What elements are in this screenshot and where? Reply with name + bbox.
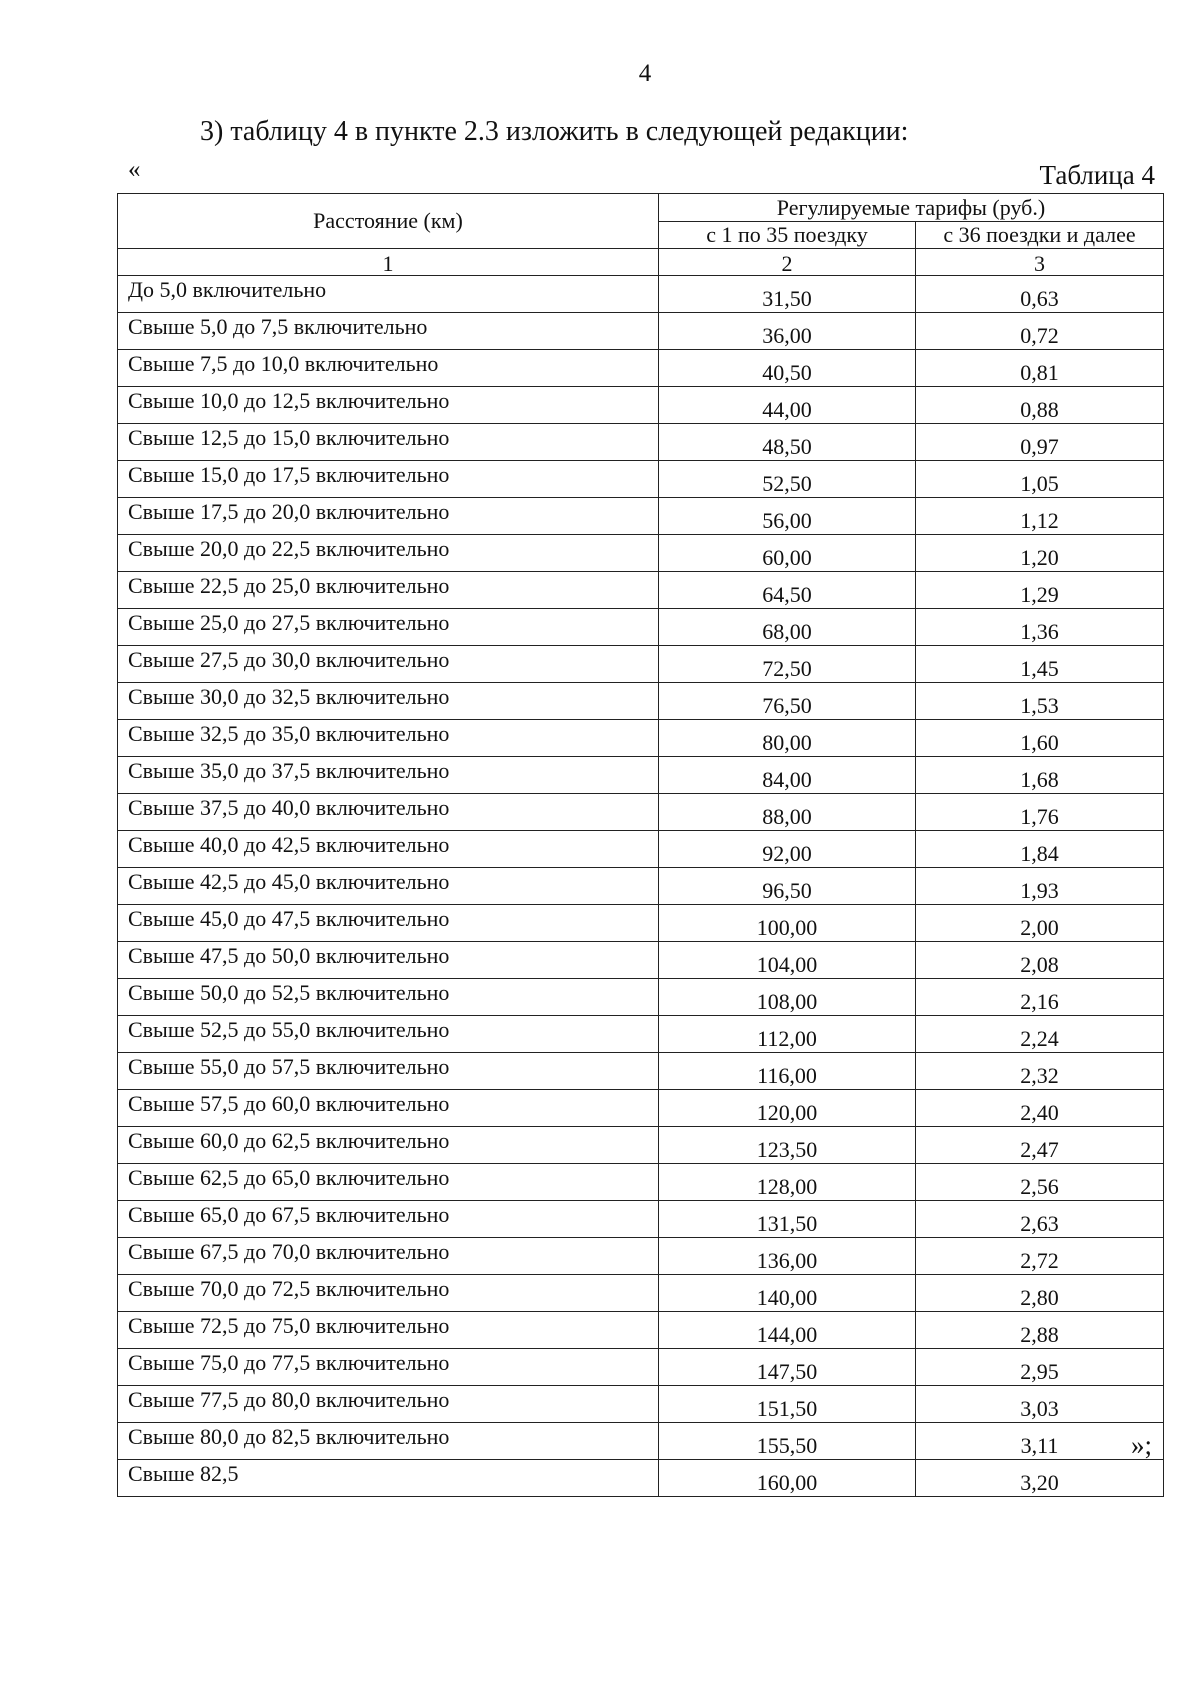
intro-text: 3) таблицу 4 в пункте 2.3 изложить в следующей редакции: [200, 116, 909, 147]
table-row [118, 905, 1164, 942]
tariff-36-plus-cell: 1,93 [916, 868, 1164, 905]
tariff-1-35-cell: 108,00 [659, 979, 916, 1016]
tariff-1-35-cell: 84,00 [659, 757, 916, 794]
distance-cell: Свыше 37,5 до 40,0 включительно [118, 794, 659, 831]
column-number: 1 [118, 249, 659, 276]
distance-cell: Свыше 75,0 до 77,5 включительно [118, 1349, 659, 1386]
distance-cell: Свыше 77,5 до 80,0 включительно [118, 1386, 659, 1423]
table-row [118, 1275, 1164, 1312]
distance-cell: Свыше 20,0 до 22,5 включительно [118, 535, 659, 572]
tariff-36-plus-cell: 2,08 [916, 942, 1164, 979]
table-row [118, 609, 1164, 646]
tariff-1-35-cell: 64,50 [659, 572, 916, 609]
tariff-1-35-cell: 147,50 [659, 1349, 916, 1386]
table-row [118, 276, 1164, 313]
tariff-1-35-cell: 72,50 [659, 646, 916, 683]
tariff-36-plus-cell: 1,12 [916, 498, 1164, 535]
tariff-36-plus-cell: 2,88 [916, 1312, 1164, 1349]
distance-cell: Свыше 35,0 до 37,5 включительно [118, 757, 659, 794]
tariff-36-plus-cell: 1,68 [916, 757, 1164, 794]
tariff-36-plus-cell: 2,24 [916, 1016, 1164, 1053]
tariff-36-plus-cell: 2,47 [916, 1127, 1164, 1164]
table-row [118, 498, 1164, 535]
distance-cell: Свыше 67,5 до 70,0 включительно [118, 1238, 659, 1275]
distance-cell: Свыше 25,0 до 27,5 включительно [118, 609, 659, 646]
tariff-36-plus-cell: 3,20 [916, 1460, 1164, 1497]
column-number: 3 [916, 249, 1164, 276]
tariff-1-35-cell: 160,00 [659, 1460, 916, 1497]
tariff-36-plus-cell: 0,63 [916, 276, 1164, 313]
tariff-1-35-cell: 31,50 [659, 276, 916, 313]
table-row [118, 387, 1164, 424]
table-row [118, 794, 1164, 831]
tariff-1-35-cell: 60,00 [659, 535, 916, 572]
table-row [118, 424, 1164, 461]
tariff-36-plus-cell: 0,88 [916, 387, 1164, 424]
header-tariffs-group: Регулируемые тарифы (руб.) [659, 194, 1164, 222]
table-row [118, 1201, 1164, 1238]
distance-cell: Свыше 40,0 до 42,5 включительно [118, 831, 659, 868]
distance-cell: Свыше 57,5 до 60,0 включительно [118, 1090, 659, 1127]
tariff-36-plus-cell: 1,53 [916, 683, 1164, 720]
table-row [118, 1164, 1164, 1201]
table-row [118, 979, 1164, 1016]
table-row [118, 1386, 1164, 1423]
table-row [118, 1127, 1164, 1164]
tariff-36-plus-cell: 2,56 [916, 1164, 1164, 1201]
tariff-1-35-cell: 56,00 [659, 498, 916, 535]
tariff-36-plus-cell: 1,76 [916, 794, 1164, 831]
tariff-1-35-cell: 123,50 [659, 1127, 916, 1164]
tariff-36-plus-cell: 1,05 [916, 461, 1164, 498]
table-caption: Таблица 4 [1039, 160, 1155, 190]
header-trips-36-plus: с 36 поездки и далее [916, 222, 1164, 249]
tariff-1-35-cell: 104,00 [659, 942, 916, 979]
tariff-1-35-cell: 144,00 [659, 1312, 916, 1349]
table-row [118, 831, 1164, 868]
tariff-1-35-cell: 96,50 [659, 868, 916, 905]
tariff-36-plus-cell: 1,60 [916, 720, 1164, 757]
table-row [118, 1349, 1164, 1386]
distance-cell: Свыше 10,0 до 12,5 включительно [118, 387, 659, 424]
distance-cell: Свыше 45,0 до 47,5 включительно [118, 905, 659, 942]
tariff-36-plus-cell: 3,11 [916, 1423, 1164, 1460]
tariff-36-plus-cell: 1,36 [916, 609, 1164, 646]
distance-cell: Свыше 7,5 до 10,0 включительно [118, 350, 659, 387]
distance-cell: Свыше 5,0 до 7,5 включительно [118, 313, 659, 350]
tariff-table-body [118, 276, 1164, 1497]
distance-cell: Свыше 80,0 до 82,5 включительно [118, 1423, 659, 1460]
table-row [118, 535, 1164, 572]
distance-cell: Свыше 32,5 до 35,0 включительно [118, 720, 659, 757]
tariff-36-plus-cell: 2,95 [916, 1349, 1164, 1386]
tariff-1-35-cell: 128,00 [659, 1164, 916, 1201]
table-row [118, 1460, 1164, 1497]
distance-cell: Свыше 70,0 до 72,5 включительно [118, 1275, 659, 1312]
distance-cell: Свыше 65,0 до 67,5 включительно [118, 1201, 659, 1238]
table-row [118, 1312, 1164, 1349]
tariff-36-plus-cell: 0,97 [916, 424, 1164, 461]
tariff-1-35-cell: 140,00 [659, 1275, 916, 1312]
distance-cell: Свыше 30,0 до 32,5 включительно [118, 683, 659, 720]
distance-cell: Свыше 22,5 до 25,0 включительно [118, 572, 659, 609]
distance-cell: Свыше 47,5 до 50,0 включительно [118, 942, 659, 979]
distance-cell: Свыше 17,5 до 20,0 включительно [118, 498, 659, 535]
table-row [118, 1238, 1164, 1275]
table-row [118, 942, 1164, 979]
tariff-1-35-cell: 76,50 [659, 683, 916, 720]
distance-cell: Свыше 55,0 до 57,5 включительно [118, 1053, 659, 1090]
tariff-1-35-cell: 40,50 [659, 350, 916, 387]
tariff-1-35-cell: 136,00 [659, 1238, 916, 1275]
table-row [118, 757, 1164, 794]
tariff-1-35-cell: 131,50 [659, 1201, 916, 1238]
tariff-36-plus-cell: 2,40 [916, 1090, 1164, 1127]
tariff-1-35-cell: 92,00 [659, 831, 916, 868]
table-row [118, 572, 1164, 609]
distance-cell: Свыше 15,0 до 17,5 включительно [118, 461, 659, 498]
tariff-1-35-cell: 80,00 [659, 720, 916, 757]
tariff-36-plus-cell: 2,00 [916, 905, 1164, 942]
tariff-36-plus-cell: 2,32 [916, 1053, 1164, 1090]
tariff-1-35-cell: 100,00 [659, 905, 916, 942]
tariff-1-35-cell: 36,00 [659, 313, 916, 350]
tariff-36-plus-cell: 0,81 [916, 350, 1164, 387]
table-row [118, 350, 1164, 387]
tariff-36-plus-cell: 1,29 [916, 572, 1164, 609]
tariff-1-35-cell: 52,50 [659, 461, 916, 498]
table-row [118, 720, 1164, 757]
tariff-36-plus-cell: 3,03 [916, 1386, 1164, 1423]
column-number: 2 [659, 249, 916, 276]
tariff-1-35-cell: 116,00 [659, 1053, 916, 1090]
close-quote: »; [1130, 1430, 1152, 1460]
distance-cell: Свыше 50,0 до 52,5 включительно [118, 979, 659, 1016]
distance-cell: Свыше 60,0 до 62,5 включительно [118, 1127, 659, 1164]
tariff-36-plus-cell: 2,16 [916, 979, 1164, 1016]
distance-cell: До 5,0 включительно [118, 276, 659, 313]
distance-cell: Свыше 52,5 до 55,0 включительно [118, 1016, 659, 1053]
tariff-1-35-cell: 68,00 [659, 609, 916, 646]
header-trips-1-35: с 1 по 35 поездку [659, 222, 916, 249]
table-row [118, 1090, 1164, 1127]
tariff-1-35-cell: 155,50 [659, 1423, 916, 1460]
tariff-1-35-cell: 120,00 [659, 1090, 916, 1127]
header-distance: Расстояние (км) [118, 194, 659, 249]
tariff-1-35-cell: 48,50 [659, 424, 916, 461]
table-row [118, 461, 1164, 498]
distance-cell: Свыше 82,5 [118, 1460, 659, 1497]
distance-cell: Свыше 12,5 до 15,0 включительно [118, 424, 659, 461]
table-row [118, 1423, 1164, 1460]
table-row [118, 313, 1164, 350]
distance-cell: Свыше 27,5 до 30,0 включительно [118, 646, 659, 683]
tariff-36-plus-cell: 1,84 [916, 831, 1164, 868]
table-row [118, 868, 1164, 905]
tariff-36-plus-cell: 1,20 [916, 535, 1164, 572]
distance-cell: Свыше 72,5 до 75,0 включительно [118, 1312, 659, 1349]
tariff-1-35-cell: 44,00 [659, 387, 916, 424]
tariff-1-35-cell: 112,00 [659, 1016, 916, 1053]
tariff-1-35-cell: 151,50 [659, 1386, 916, 1423]
table-row [118, 1053, 1164, 1090]
table-row [118, 1016, 1164, 1053]
page-number: 4 [638, 60, 652, 87]
open-quote: « [128, 156, 141, 183]
tariff-36-plus-cell: 1,45 [916, 646, 1164, 683]
tariff-table [117, 193, 1164, 1497]
tariff-1-35-cell: 88,00 [659, 794, 916, 831]
distance-cell: Свыше 62,5 до 65,0 включительно [118, 1164, 659, 1201]
table-row [118, 646, 1164, 683]
tariff-36-plus-cell: 2,80 [916, 1275, 1164, 1312]
distance-cell: Свыше 42,5 до 45,0 включительно [118, 868, 659, 905]
table-row [118, 683, 1164, 720]
tariff-36-plus-cell: 2,63 [916, 1201, 1164, 1238]
tariff-36-plus-cell: 0,72 [916, 313, 1164, 350]
tariff-36-plus-cell: 2,72 [916, 1238, 1164, 1275]
